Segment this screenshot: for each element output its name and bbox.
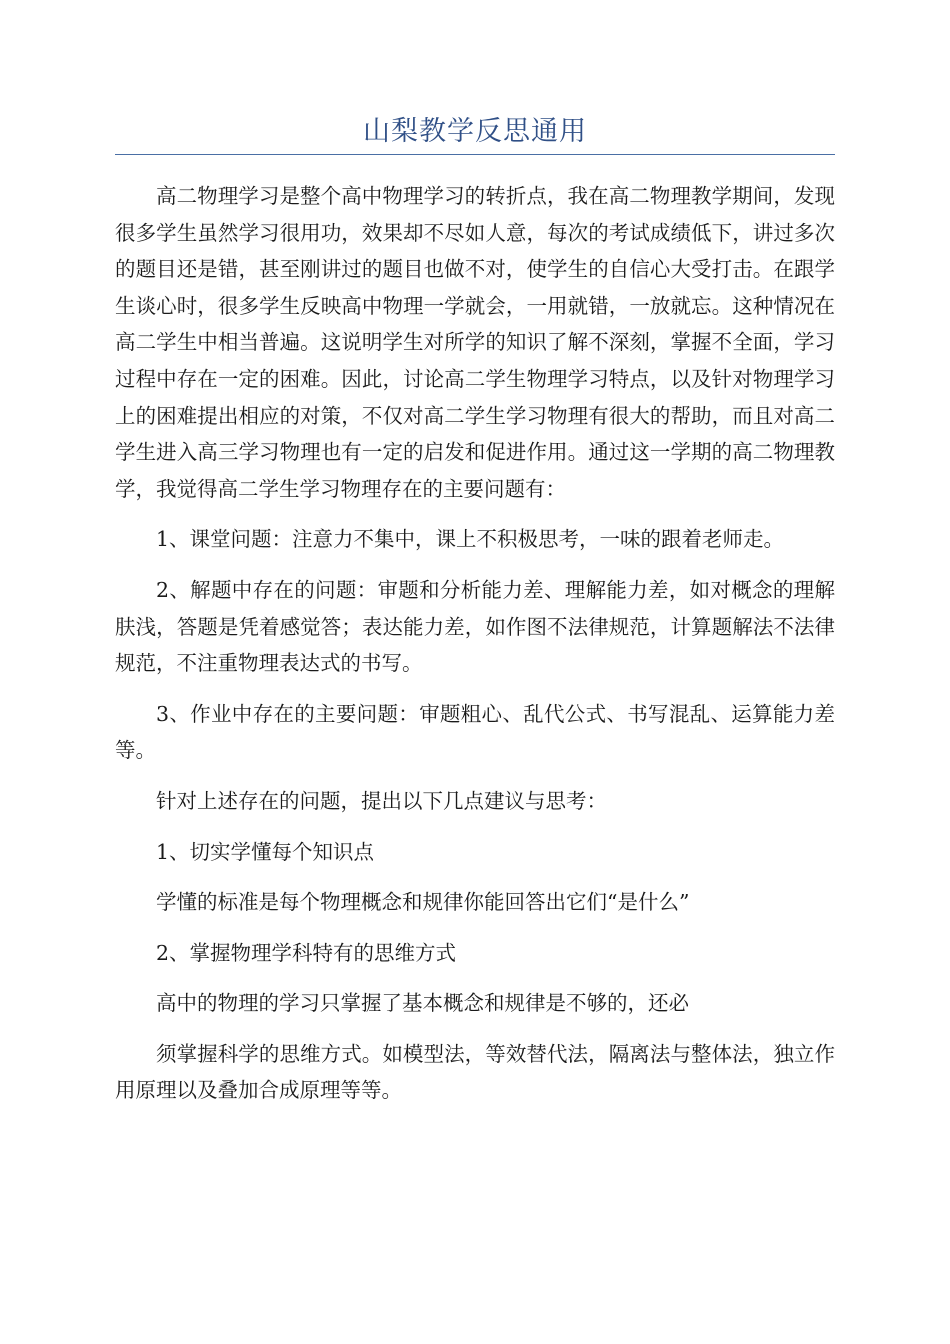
document-title: 山梨教学反思通用 — [363, 116, 587, 147]
paragraph: 2、解题中存在的问题：审题和分析能力差、理解能力差，如对概念的理解肤浅，答题是凭着感觉答；表达能力差，如作图不法律规范，计算题解法不法律规范，不注重物理表达式的书写。 — [115, 577, 835, 676]
paragraph: 3、作业中存在的主要问题：审题粗心、乱代公式、书写混乱、运算能力差等。 — [115, 701, 835, 763]
title-underline — [115, 154, 835, 155]
paragraph: 高中的物理的学习只掌握了基本概念和规律是不够的，还必 — [156, 991, 689, 1016]
paragraph: 针对上述存在的问题，提出以下几点建议与思考： — [156, 788, 607, 813]
paragraph: 学懂的标准是每个物理概念和规律你能回答出它们“是什么” — [156, 890, 690, 915]
paragraph: 须掌握科学的思维方式。如模型法，等效替代法，隔离法与整体法，独立作用原理以及叠加合成原理等等。 — [115, 1041, 835, 1103]
paragraph: 1、课堂问题：注意力不集中，课上不积极思考，一味的跟着老师走。 — [156, 527, 785, 552]
paragraph: 高二物理学习是整个高中物理学习的转折点，我在高二物理教学期间，发现很多学生虽然学习很用功，效果却不尽如人意，每次的考试成绩低下，讲过多次的题目还是错，甚至刚讲过的题目也做不对，使学生的自信心大受打击。在跟学生谈心时，很多学生反映高中物理一学就会，一用就错，一放就忘。这种情况在高二学生中相当普遍。这说明学生对所学的知识了解不深刻，掌握不全面，学习过程中存在一定的困难。因此，讨论高二学生物理学习特点，以及针对物理学习上的困难提出相应的对策，不仅对高二学生学习物理有很大的帮助，而且对高二学生进入高三学习物理也有一定的启发和促进作用。通过这一学期的高二物理教学，我觉得高二学生学习物理存在的主要问题有： — [115, 184, 835, 501]
paragraph: 1、切实学懂每个知识点 — [156, 839, 375, 864]
document-body — [115, 178, 835, 1123]
paragraph: 2、掌握物理学科特有的思维方式 — [156, 940, 457, 965]
